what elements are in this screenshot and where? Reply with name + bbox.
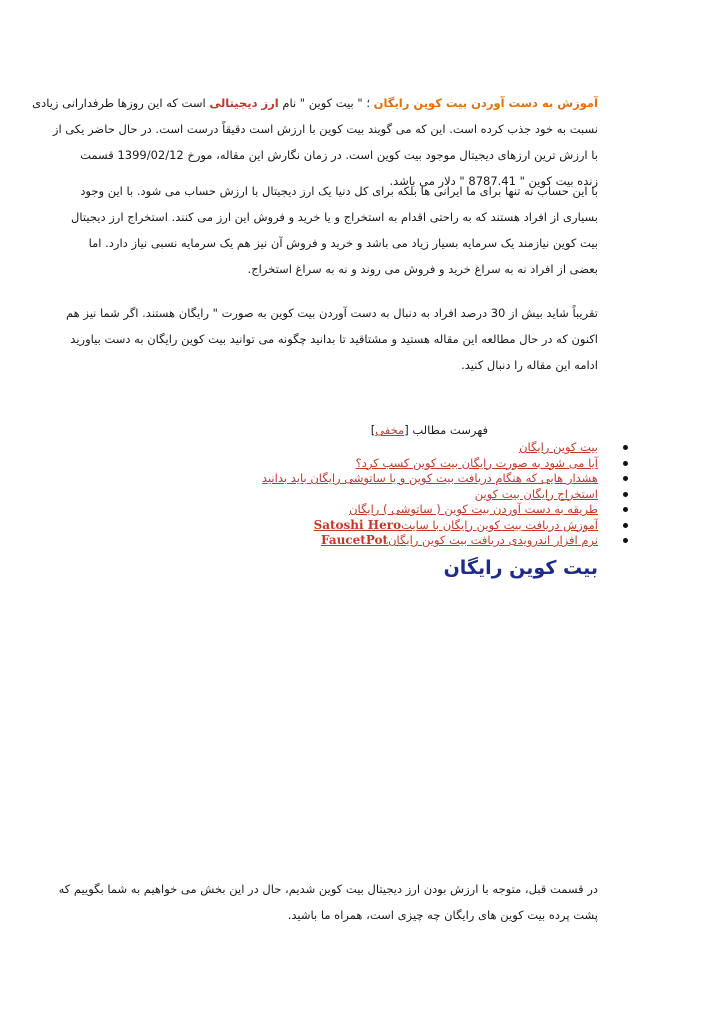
toc-link-text: طریقه به دست آوردن بیت کوین ( ساتوشی ) رایگان [349, 502, 598, 516]
toc-link-text: هشدار هایی که هنگام دریافت بیت کوین و یا ساتوشی رایگان باید بدانید [261, 471, 598, 485]
bullet-icon [623, 445, 628, 450]
intro-line-3: با ارزش ترین ارزهای دیجیتال موجود بیت کوین است. در زمان نگارش این مقاله، مورخ 1399/02/12 قسمت [80, 148, 598, 162]
toc-link-text: بیت کوین رایگان [519, 440, 598, 454]
toc-title-close: ] [370, 423, 376, 437]
bullet-icon [623, 476, 628, 481]
intro-line-1-mid: ؛ " بیت کوین " نام [278, 96, 374, 110]
paragraph-4 [58, 882, 598, 932]
intro-title-highlight: آموزش به دست آوردن بیت کوین رایگان [373, 96, 598, 110]
toc-hide-toggle[interactable]: مخفی [375, 423, 405, 437]
toc-link-text: آیا می شود به صورت رایگان بیت کوین کسب کرد؟ [355, 455, 598, 470]
para4-line-1: در قسمت قبل، متوجه با ارزش بودن ارز دیجیتال بیت کوین شدیم، حال در این بخش می خواهیم به شما بگوییم که [58, 882, 598, 896]
toc-link-latin: FaucetPot [320, 533, 389, 547]
toc-link-latin: Satoshi Hero [313, 517, 402, 532]
digital-currency-highlight: ارز دیجیتالی [209, 96, 279, 110]
para2-line-2: بسیاری از افراد هستند که به راحتی اقدام به استخراج و یا خرید و فروش این ارز می کنند. استخراج ارز دیجیتال [71, 210, 598, 224]
para4-line-2: پشت پرده بیت کوین های رایگان چه چیزی است، همراه ما باشید. [287, 908, 598, 922]
bullet-icon [623, 507, 628, 512]
para3-line-2: اکنون که در حال مطالعه این مقاله هستید و مشتاقید تا بدانید چگونه می توانید بیت کوین رایگان به دست بیاورید [70, 332, 598, 346]
intro-line-2: نسبت به خود جذب کرده است. این که می گویند بیت کوین با ارزش است دقیقاً درست است. در حال حاضر یکی از [52, 122, 598, 136]
para3-line-1: تقریباً شاید بیش از 30 درصد افراد به دنبال به دست آوردن بیت کوین به صورت " رایگان هستند. اگر شما نیز هم [65, 306, 598, 320]
para2-line-4: بعضی از افراد نه به سراغ خرید و فروش می روند و نه به سراغ استخراج. [247, 262, 598, 276]
para3-line-3: ادامه این مقاله را دنبال کنید. [461, 358, 598, 372]
toc-link-text: آموزش دریافت بیت کوین رایگان با سایت [401, 517, 598, 532]
para2-line-1: با این حساب نه تنها برای ما ایرانی ها بلکه برای کل دنیا یک ارز دیجیتال با ارزش حساب می شود. با این وجود [80, 184, 598, 198]
toc-link-text: نرم افزار اندرویدی دریافت بیت کوین رایگان [388, 533, 598, 547]
intro-line-4: زنده بیت کوین " 8787.41 " دلار می باشد. [389, 174, 598, 188]
bullet-icon [623, 523, 628, 528]
toc-title-label: فهرست مطالب [ [404, 423, 488, 437]
bullet-icon [623, 461, 628, 466]
para2-line-3: بیت کوین نیازمند یک سرمایه بسیار زیاد می باشد و خرید و فروش آن نیز هم یک سرمایه نسبی نیاز دارد. اما [88, 236, 598, 250]
intro-line-1-tail: است که این روزها طرفدارانی زیادی [32, 96, 210, 110]
bullet-icon [623, 492, 628, 497]
toc-link-text: استخراج رایگان بیت کوین [474, 486, 598, 501]
heading-wrapper [86, 0, 598, 600]
section-heading: بیت کوین رایگان [443, 557, 598, 579]
bullet-icon [623, 538, 628, 543]
